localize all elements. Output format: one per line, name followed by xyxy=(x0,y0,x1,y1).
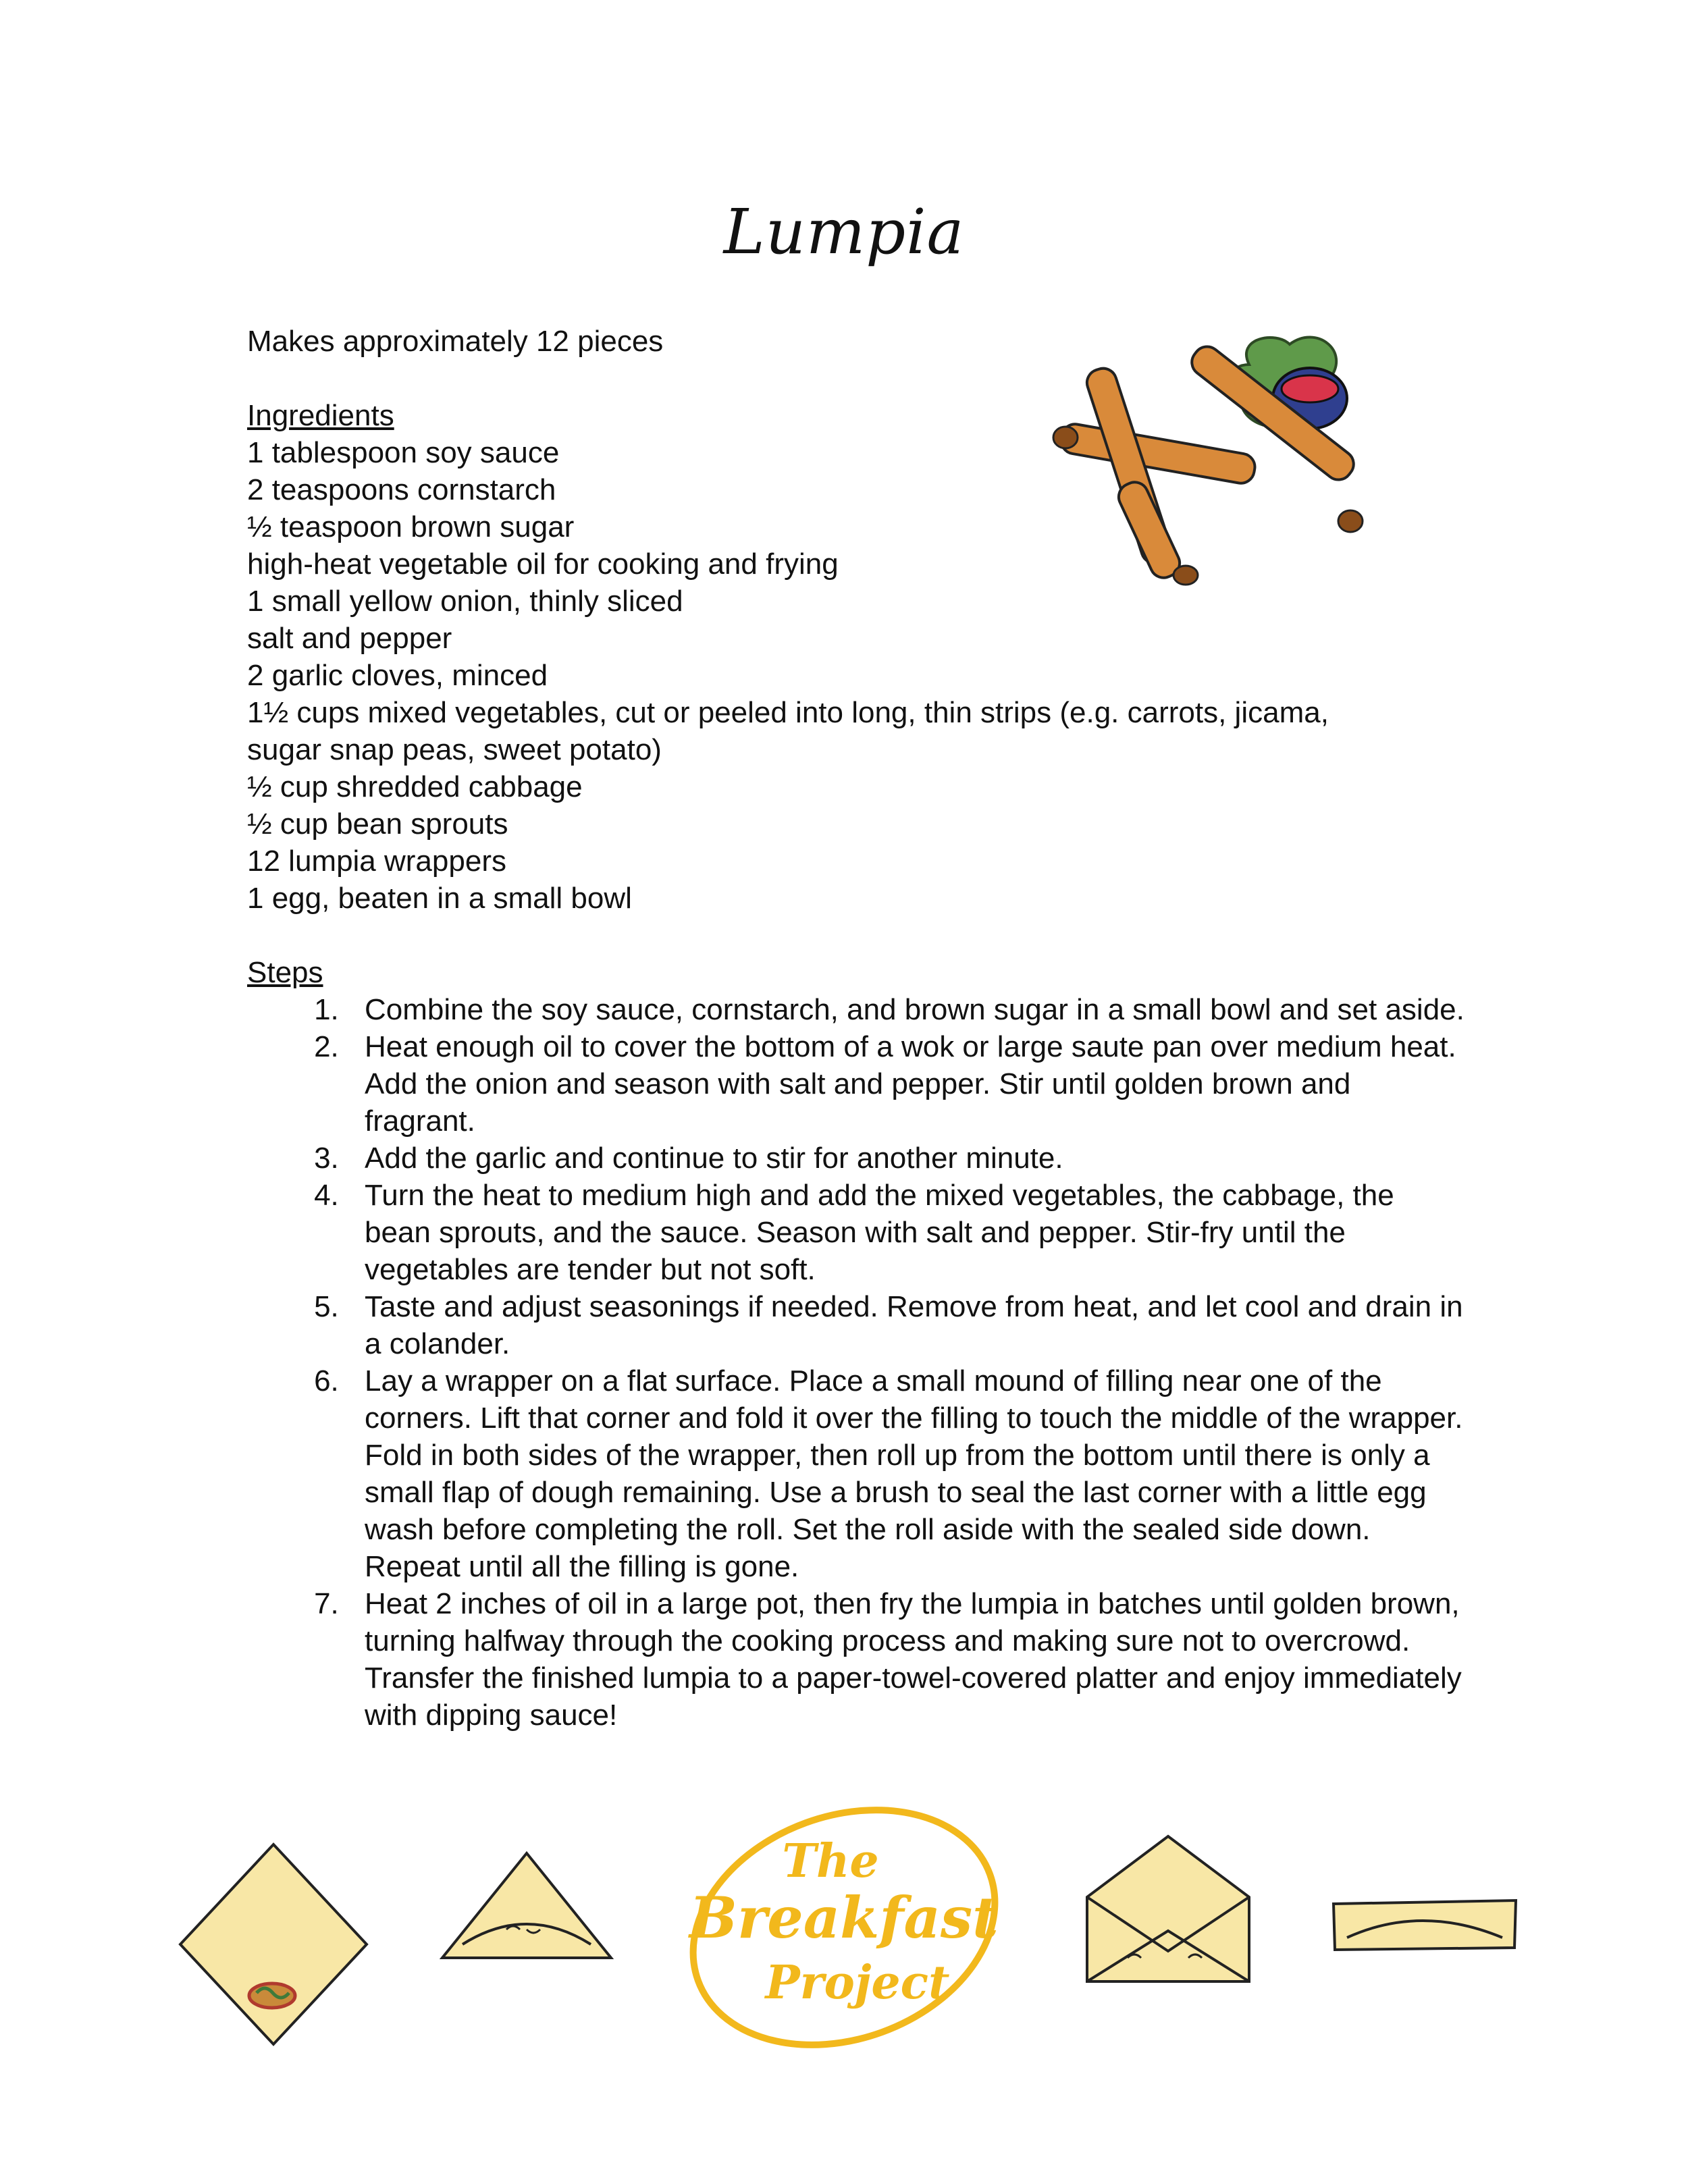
step-item: 1. Combine the soy sauce, cornstarch, and brown sugar in a small bowl and set aside. xyxy=(347,991,1468,1028)
rolled-lumpia-illustration xyxy=(1327,1884,1523,1965)
steps-list xyxy=(247,991,1468,1734)
logo-text-the: The xyxy=(782,1834,879,1888)
dipping-sauce-shape xyxy=(1282,375,1338,402)
rolled-wrapper-shape xyxy=(1334,1900,1516,1950)
folded-corner-illustration xyxy=(432,1843,621,1978)
steps-heading: Steps xyxy=(247,956,323,989)
ingredient-item: 1 small yellow onion, thinly sliced xyxy=(247,585,683,618)
step-item: 7. Heat 2 inches of oil in a large pot, then fry the lumpia in batches until golden brown, turning halfway through the cooking process and making sure not to overcrowd. Transfer the finished lumpia to a paper-towel-covered platter and enjoy immediately with dipping sauce! xyxy=(347,1585,1468,1734)
ingredient-item: 2 garlic cloves, minced xyxy=(247,659,548,692)
logo-text-breakfast: Breakfast xyxy=(689,1884,999,1951)
recipe-title: Lumpia xyxy=(723,196,965,268)
lumpia-illustration xyxy=(1033,324,1398,594)
ingredient-item: 1 tablespoon soy sauce xyxy=(247,436,560,469)
step-item: 3. Add the garlic and continue to stir for another minute. xyxy=(347,1140,1468,1177)
logo-text-project: Project xyxy=(765,1956,950,2010)
ingredient-item: ½ cup bean sprouts xyxy=(247,807,508,841)
envelope-fold-illustration xyxy=(1074,1823,1263,1998)
wrapper-with-filling-illustration xyxy=(172,1836,375,2052)
step-item: 2. Heat enough oil to cover the bottom of a wok or large saute pan over medium heat. Add the onion and season with salt and pepper. Stir until golden brown and fragrant. xyxy=(347,1028,1468,1140)
ingredients-heading: Ingredients xyxy=(247,399,394,432)
ingredient-item: 2 teaspoons cornstarch xyxy=(247,473,556,506)
envelope-wrapper-shape xyxy=(1087,1836,1249,1981)
wrapper-shape xyxy=(180,1844,367,2044)
ingredient-item: high-heat vegetable oil for cooking and frying xyxy=(247,548,839,581)
breakfast-project-logo xyxy=(675,1803,1013,2059)
lumpia-roll-shape xyxy=(1059,422,1257,485)
ingredient-item: ½ cup shredded cabbage xyxy=(247,770,583,803)
ingredient-item: 1 egg, beaten in a small bowl xyxy=(247,882,632,915)
ingredient-item: 12 lumpia wrappers xyxy=(247,845,506,878)
step-item: 4. Turn the heat to medium high and add the mixed vegetables, the cabbage, the bean sprouts, and the sauce. Season with salt and pepper. Stir-fry until the vegetables are tender but not soft. xyxy=(347,1177,1468,1288)
ingredient-item: salt and pepper xyxy=(247,622,452,655)
step-item: 5. Taste and adjust seasonings if needed. Remove from heat, and let cool and drain in a colander. xyxy=(347,1288,1468,1362)
ingredient-item: ½ teaspoon brown sugar xyxy=(247,510,575,543)
ingredient-item: 1½ cups mixed vegetables, cut or peeled into long, thin strips (e.g. carrots, jicama, sugar snap peas, sweet potato) xyxy=(247,696,1329,766)
recipe-yield: Makes approximately 12 pieces xyxy=(247,325,664,358)
step-item: 6. Lay a wrapper on a flat surface. Place a small mound of filling near one of the corners. Lift that corner and fold it over the filling to touch the middle of the wrapper. Fold in both sides of the wrapper, then roll up from the bottom until there is only a small flap of dough remaining. Use a brush to seal the last corner with a little egg wash before completing the roll. Set the roll aside with the sealed side down. Repeat until all the filling is gone. xyxy=(347,1362,1468,1585)
lumpia-roll-shape xyxy=(1114,478,1184,583)
